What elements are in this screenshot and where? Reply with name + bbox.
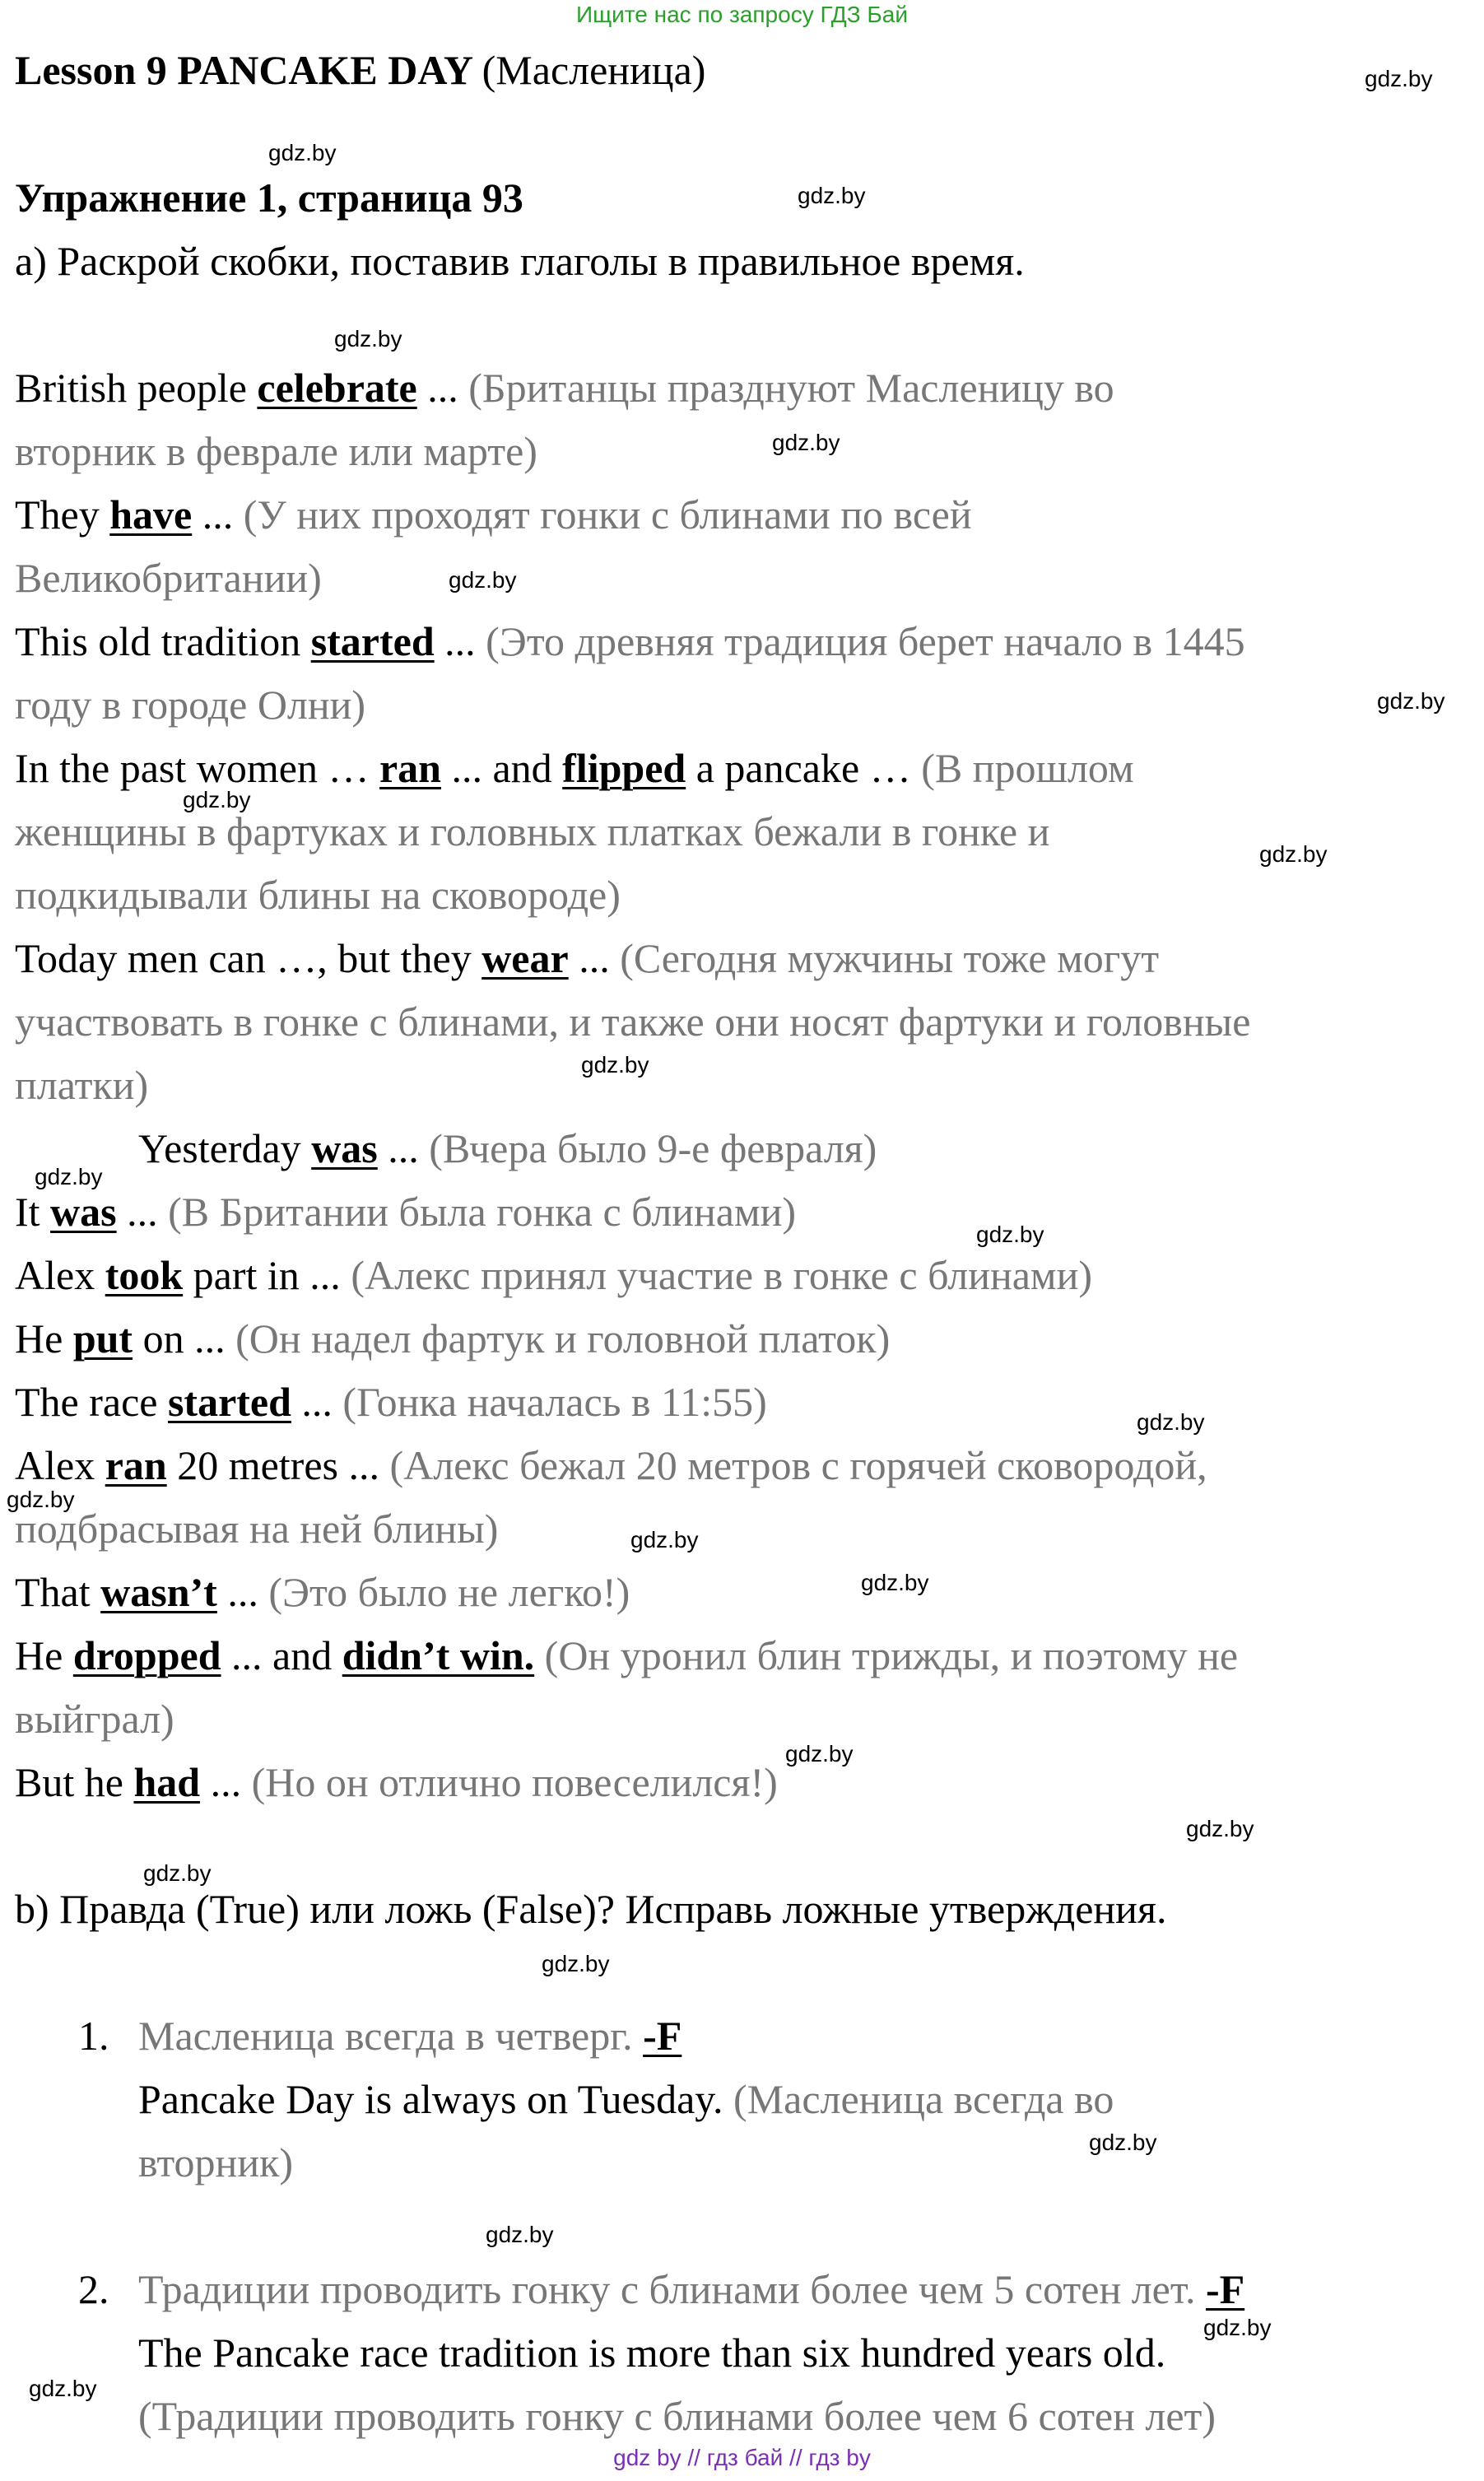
translation: (Британцы празднуют Масленицу во bbox=[458, 365, 1114, 411]
translation: (Это было не легко!) bbox=[258, 1569, 630, 1615]
sentence-text: ... bbox=[200, 1759, 242, 1805]
answer-verb: started bbox=[310, 618, 435, 664]
tf-statement-1 bbox=[138, 2012, 682, 2060]
translation: (У них проходят гонки с блинами по всей bbox=[233, 491, 972, 538]
translation-continued: женщины в фартуках и головных платках бежали в гонке и bbox=[15, 808, 1050, 854]
tf-correction-2: The Pancake race tradition is more than six hundred years old. bbox=[138, 2330, 1166, 2376]
task-a-instruction: a) Раскрой скобки, поставив глаголы в правильное время. bbox=[15, 238, 1025, 284]
sentence-text: a pancake … bbox=[686, 745, 911, 791]
translation: (Вчера было 9-е февраля) bbox=[418, 1125, 877, 1171]
statement-text: Традиции проводить гонку с блинами более чем 5 сотен лет. bbox=[138, 2266, 1206, 2312]
answer-verb: put bbox=[72, 1315, 133, 1362]
lesson-title-ru: (Масленица) bbox=[481, 47, 706, 93]
watermark: gdz.by bbox=[183, 787, 251, 812]
sentence-text: ... bbox=[434, 618, 476, 664]
watermark: gdz.by bbox=[486, 2222, 554, 2247]
answer-verb: wear bbox=[481, 935, 569, 981]
answer-verb: didn’t win. bbox=[342, 1632, 535, 1678]
watermark: gdz.by bbox=[1259, 841, 1328, 867]
sentence-4 bbox=[15, 744, 1134, 792]
translation: (Масленица всегда во bbox=[723, 2076, 1114, 2122]
false-mark: -F bbox=[1205, 2266, 1245, 2312]
watermark: gdz.by bbox=[449, 567, 517, 593]
sentence-text: ... bbox=[192, 491, 234, 538]
sentence-text: But he bbox=[15, 1759, 134, 1805]
watermark: gdz.by bbox=[581, 1052, 649, 1078]
watermark: gdz.by bbox=[798, 183, 866, 208]
tf-statement-2 bbox=[138, 2265, 1244, 2313]
sentence-text: ... bbox=[291, 1379, 333, 1425]
translation: (В прошлом bbox=[910, 745, 1134, 791]
translation-continued: Великобритании) bbox=[15, 555, 322, 601]
watermark: gdz.by bbox=[1186, 1816, 1254, 1841]
item-number: 1. bbox=[78, 2013, 109, 2059]
translation-continued: вторник в феврале или марте) bbox=[15, 428, 537, 474]
watermark: gdz.by bbox=[1377, 688, 1445, 714]
translation-continued: выйграл) bbox=[15, 1696, 174, 1742]
item-number: 2. bbox=[78, 2266, 109, 2312]
answer-verb: was bbox=[311, 1125, 378, 1171]
translation: (Это древняя традиция берет начало в 1445 bbox=[475, 618, 1245, 664]
false-mark: -F bbox=[643, 2013, 682, 2059]
answer-verb: ran bbox=[379, 745, 441, 791]
translation-continued: подкидывали блины на сковороде) bbox=[15, 872, 621, 918]
translation-continued: подбрасывая на ней блины) bbox=[15, 1506, 499, 1552]
watermark: gdz.by bbox=[785, 1741, 854, 1766]
sentence-text: Alex bbox=[15, 1252, 105, 1298]
sentence-text: ... bbox=[416, 365, 458, 411]
answer-verb: had bbox=[133, 1759, 201, 1805]
sentence-6 bbox=[138, 1124, 877, 1172]
sentence-12 bbox=[15, 1568, 630, 1616]
translation: (Он уронил блин трижды, и поэтому не bbox=[534, 1632, 1239, 1678]
watermark: gdz.by bbox=[7, 1487, 75, 1512]
translation-continued: участвовать в гонке с блинами, и также они носят фартуки и головные bbox=[15, 998, 1251, 1045]
statement-text: Масленица всегда в четверг. bbox=[138, 2013, 644, 2059]
sentence-text: on ... bbox=[133, 1315, 226, 1362]
sentence-text: This old tradition bbox=[15, 618, 311, 664]
watermark: gdz.by bbox=[29, 2376, 97, 2401]
answer-verb: dropped bbox=[72, 1632, 221, 1678]
translation: (Алекс принял участие в гонке с блинами) bbox=[340, 1252, 1092, 1298]
translation: (Сегодня мужчины тоже могут bbox=[609, 935, 1160, 981]
correction-text: Pancake Day is always on Tuesday. bbox=[138, 2076, 723, 2122]
translation: (Он надел фартук и головной платок) bbox=[225, 1315, 891, 1362]
watermark: gdz.by bbox=[542, 1951, 610, 1976]
watermark: gdz.by bbox=[1137, 1409, 1205, 1435]
answer-verb: have bbox=[109, 491, 193, 538]
sentence-9 bbox=[15, 1315, 890, 1362]
sentence-text: 20 metres ... bbox=[166, 1442, 379, 1488]
sentence-text: ... bbox=[377, 1125, 419, 1171]
answer-verb: took bbox=[105, 1252, 184, 1298]
sentence-text: In the past women … bbox=[15, 745, 379, 791]
lesson-title bbox=[15, 46, 705, 94]
answer-verb: ran bbox=[105, 1442, 167, 1488]
sentence-text: He bbox=[15, 1632, 73, 1678]
translation: (В Британии была гонка с блинами) bbox=[157, 1189, 797, 1235]
sentence-text: ... and bbox=[221, 1632, 342, 1678]
sentence-11 bbox=[15, 1441, 1207, 1489]
task-b-instruction: b) Правда (True) или ложь (False)? Исправь ложные утверждения. bbox=[15, 1886, 1167, 1932]
sentence-14 bbox=[15, 1758, 778, 1806]
sentence-5 bbox=[15, 934, 1159, 982]
sentence-text: Today men can …, but they bbox=[15, 935, 482, 981]
sentence-7 bbox=[15, 1188, 796, 1236]
sentence-text: Yesterday bbox=[138, 1125, 312, 1171]
translation-continued: платки) bbox=[15, 1062, 149, 1108]
translation: (Но он отлично повеселился!) bbox=[241, 1759, 778, 1805]
watermark: gdz.by bbox=[334, 326, 402, 351]
sentence-text: They bbox=[15, 491, 110, 538]
answer-verb: celebrate bbox=[257, 365, 417, 411]
sentence-3 bbox=[15, 617, 1245, 665]
sentence-text: That bbox=[15, 1569, 101, 1615]
sentence-text: Alex bbox=[15, 1442, 105, 1488]
watermark: gdz.by bbox=[1089, 2130, 1157, 2155]
sentence-10 bbox=[15, 1378, 767, 1426]
translation: (Алекс бежал 20 метров с горячей сковородой, bbox=[379, 1442, 1207, 1488]
sentence-text: part in ... bbox=[183, 1252, 341, 1298]
sentence-1 bbox=[15, 364, 1114, 412]
answer-verb: wasn’t bbox=[100, 1569, 217, 1615]
sentence-text: ... bbox=[116, 1189, 158, 1235]
sentence-text: ... bbox=[216, 1569, 258, 1615]
watermark: gdz.by bbox=[861, 1570, 929, 1595]
answer-verb: started bbox=[167, 1379, 291, 1425]
watermark: gdz.by bbox=[1203, 2315, 1272, 2340]
watermark: gdz.by bbox=[268, 140, 337, 165]
translation: (Гонка началась в 11:55) bbox=[332, 1379, 767, 1425]
tf-correction-1 bbox=[138, 2075, 1114, 2123]
watermark: gdz.by bbox=[772, 430, 840, 455]
watermark: gdz.by bbox=[630, 1527, 699, 1552]
sentence-2 bbox=[15, 491, 972, 538]
search-banner[interactable]: Ищите нас по запросу ГДЗ Бай bbox=[575, 2, 909, 27]
translation-continued: году в городе Олни) bbox=[15, 682, 366, 728]
sentence-text: It bbox=[15, 1189, 51, 1235]
sentence-13 bbox=[15, 1632, 1238, 1679]
translation: (Традиции проводить гонку с блинами более чем 6 сотен лет) bbox=[138, 2393, 1217, 2439]
sentence-text: ... bbox=[568, 935, 610, 981]
sentence-text: ... and bbox=[440, 745, 563, 791]
watermark: gdz.by bbox=[1365, 66, 1433, 91]
answer-verb: was bbox=[50, 1189, 117, 1235]
translation-continued: вторник) bbox=[138, 2139, 294, 2185]
footer-links[interactable]: gdz by // гдз бай // гдз by bbox=[613, 2445, 871, 2470]
exercise-heading: Упражнение 1, страница 93 bbox=[15, 175, 523, 221]
sentence-text: He bbox=[15, 1315, 73, 1362]
watermark: gdz.by bbox=[976, 1222, 1044, 1247]
watermark: gdz.by bbox=[35, 1164, 103, 1189]
watermark: gdz.by bbox=[143, 1860, 212, 1886]
sentence-8 bbox=[15, 1251, 1092, 1299]
answer-verb: flipped bbox=[562, 745, 686, 791]
sentence-text: The race bbox=[15, 1379, 168, 1425]
lesson-title-en: Lesson 9 PANCAKE DAY bbox=[15, 47, 472, 93]
sentence-text: British people bbox=[15, 365, 258, 411]
